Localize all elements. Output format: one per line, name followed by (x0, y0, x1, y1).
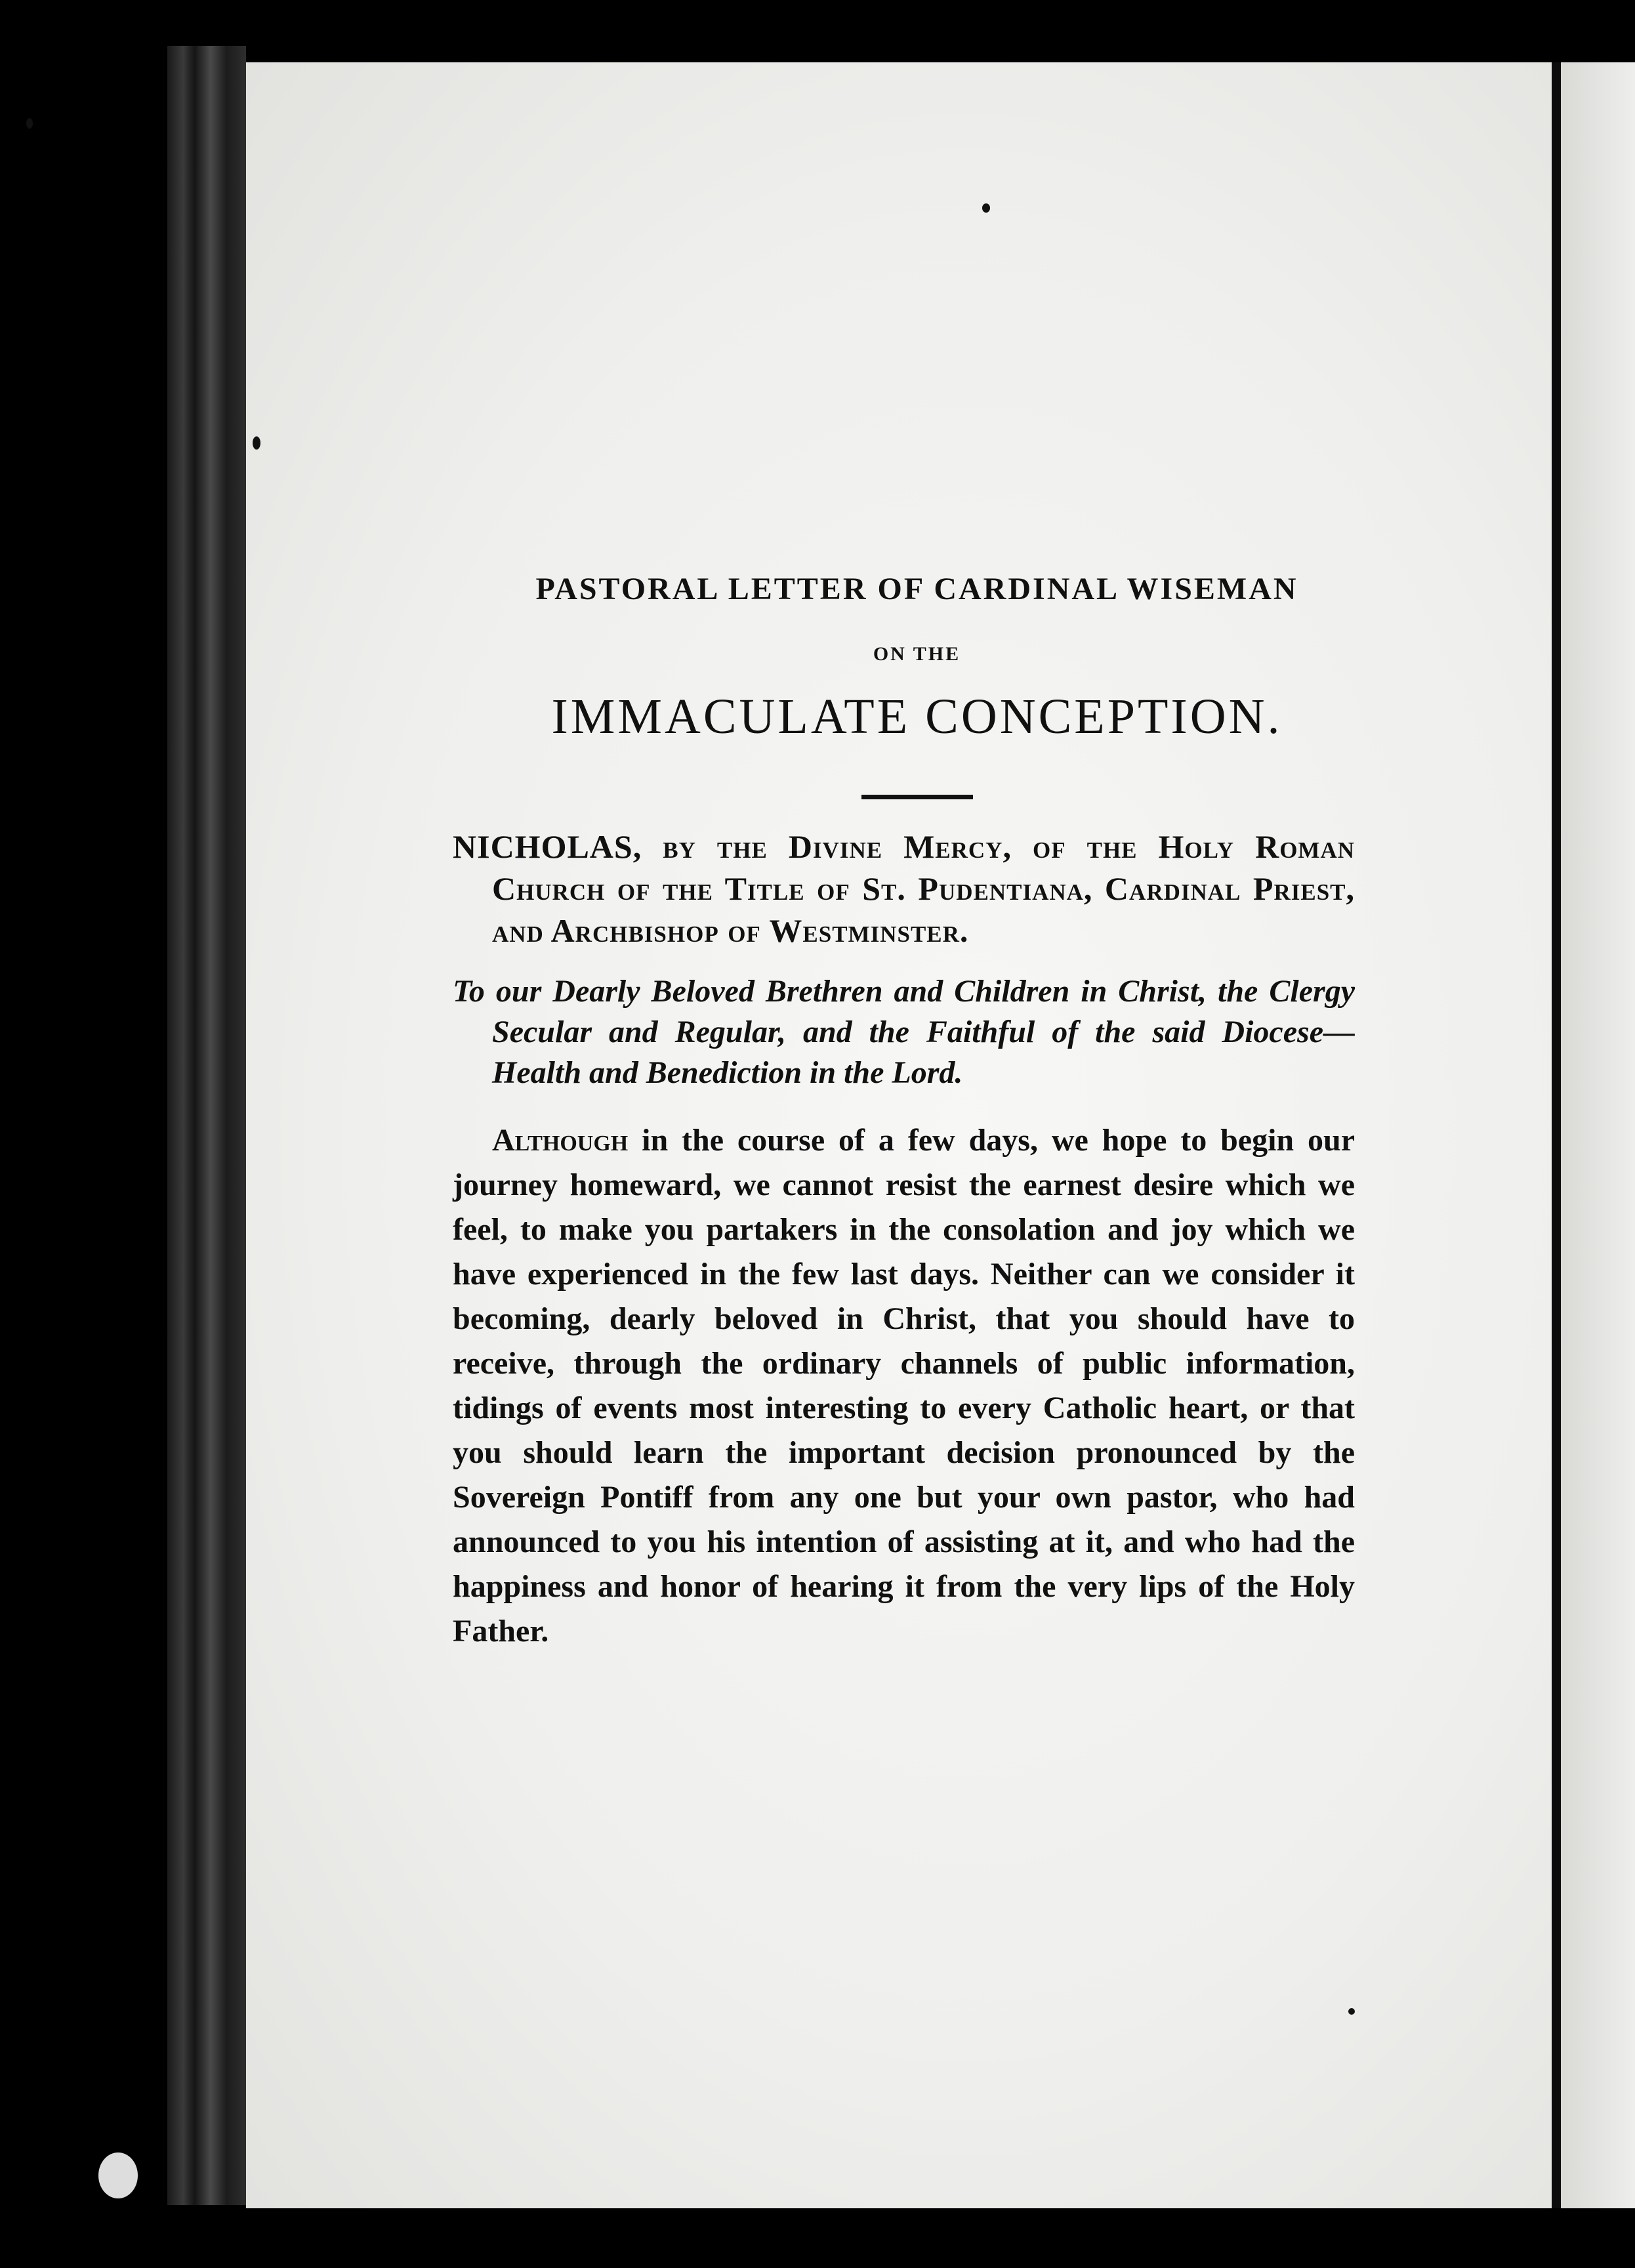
scan-speck (982, 203, 990, 213)
body-first-word: Although (492, 1123, 629, 1158)
address-paragraph: To our Dearly Beloved Brethren and Children in Christ, the Clergy Secular and Regular, and the Faithful of the said Diocese—Health and Benediction in the Lord. (453, 974, 1355, 1090)
title-line-3: IMMACULATE CONCEPTION. (551, 689, 1283, 744)
title-rule (861, 795, 973, 799)
scan-speck (1348, 2008, 1355, 2015)
adjacent-page-edge (1561, 62, 1635, 2208)
title-line-1: PASTORAL LETTER OF CARDINAL WISEMAN (535, 572, 1298, 606)
salutation-paragraph: NICHOLAS, by the Divine Mercy, of the Holy Roman Church of the Title of St. Pudentiana, Cardinal Priest, and Archbishop of Westminster. (453, 828, 1355, 949)
page-content (453, 571, 1355, 1654)
scan-speck (253, 436, 260, 450)
page-gutter (1552, 62, 1561, 2208)
scan-speck (98, 2152, 138, 2198)
body-text: in the course of a few days, we hope to begin our journey homeward, we cannot resist the earnest desire which we feel, to make you partakers in the consolation and joy which we have experienced in the few last days. Neither can we consider it becoming, dearly beloved in Christ, that you should have to receive, through the ordinary channels of public information, tidings of events most interesting to every Catholic heart, or that you should learn the important decision pronounced by the Sovereign Pontiff from any one but your own pastor, who had announced to you his intention of assisting at it, and who had the happiness and honor of hearing it from the very lips of the Holy Father. (453, 1123, 1355, 1648)
title-line-2: ON THE (873, 643, 961, 665)
scan-speck (26, 118, 33, 129)
body-paragraph (453, 1118, 1355, 1654)
book-page-edges (167, 46, 246, 2205)
